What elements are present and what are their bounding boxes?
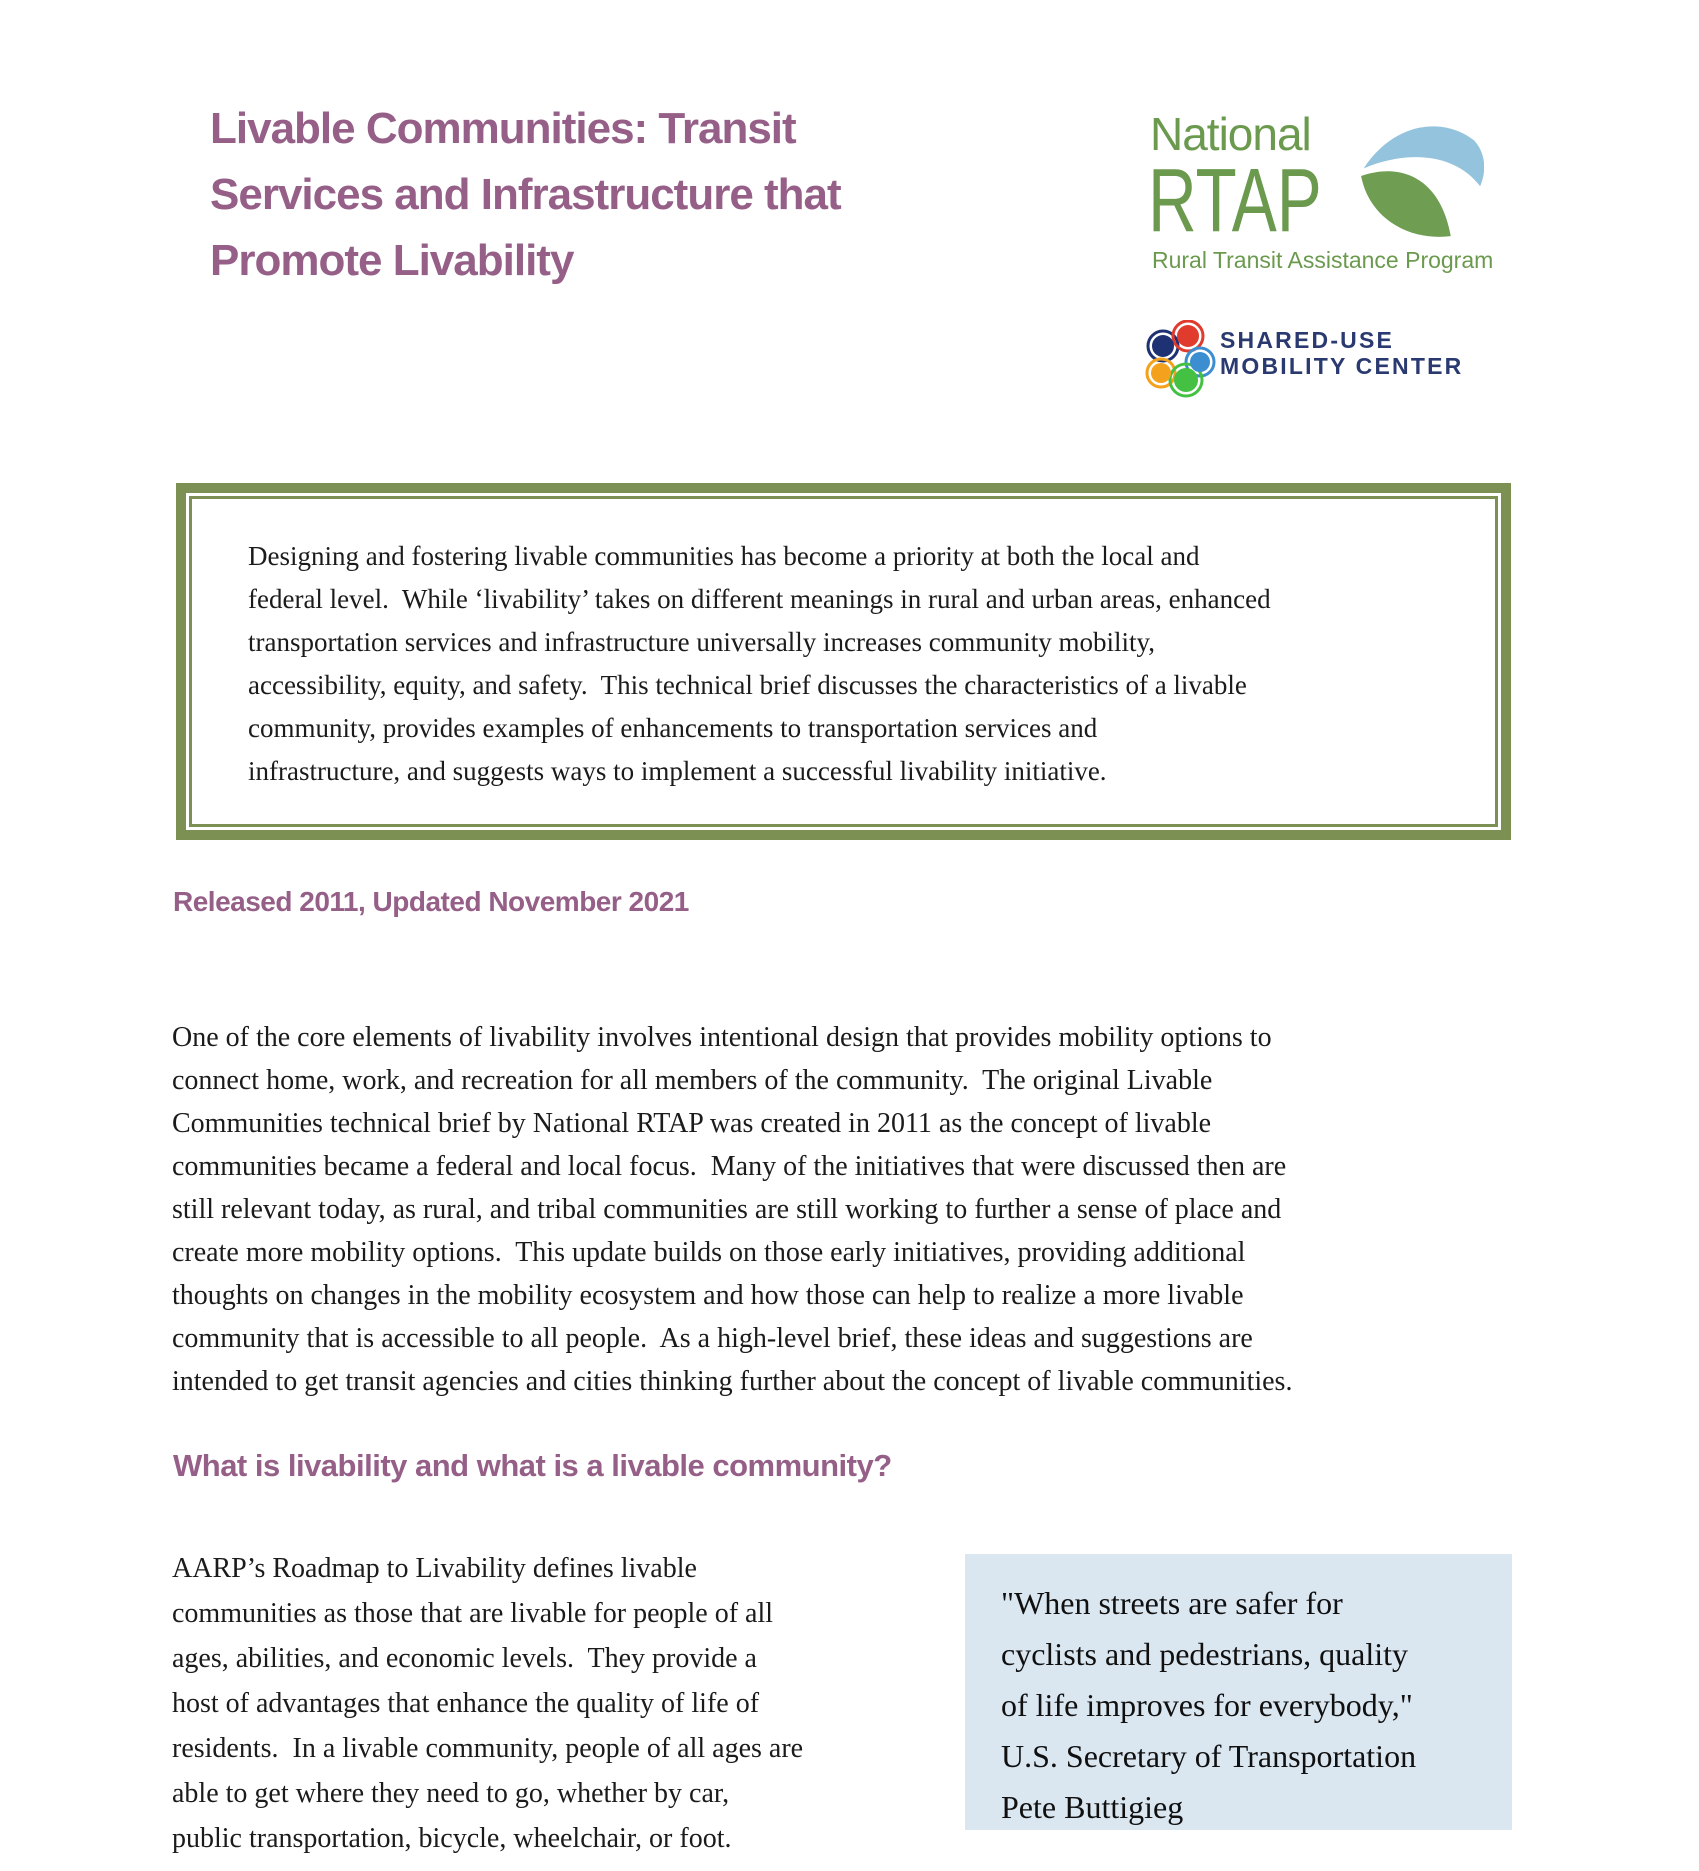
- page-title: Livable Communities: Transit Services and Infrastructure that Promote Livability: [210, 104, 841, 285]
- sumc-logo-line2: MOBILITY CENTER: [1220, 353, 1464, 379]
- intro-box-inner-border: [189, 496, 1498, 827]
- rtap-leaf-icon: [1356, 112, 1484, 245]
- quote-text: "When streets are safer for cyclists and pedestrians, quality of life improves for everybody," U.S. Secretary of Transportation Pete Buttigieg: [1001, 1585, 1417, 1825]
- livability-paragraph: AARP’s Roadmap to Livability defines livable communities as those that are livable for people of all ages, abilities, and economic levels. They provide a host of advantages that enhance the quality of life of residents. In a livable community, people of all ages are able to get where they need to go, whether by car, public transportation, bicycle, wheelchair, or foot.: [172, 1553, 804, 1854]
- sumc-logo-text: [1220, 327, 1463, 379]
- intro-framed-box: [176, 483, 1511, 840]
- sumc-circles-icon: [1144, 320, 1218, 405]
- rtap-logo-acronym: RTAP: [1148, 151, 1322, 251]
- intro-abstract-text: Designing and fostering livable communities has become a priority at both the local and federal level. While ‘livability’ takes on different meanings in rural and urban areas, enhanced transportation services and infrastructure universally increases community mobility, accessibility, equity, and safety. This technical brief discusses the characteristics of a livable community, provides examples of enhancements to transportation services and infrastructure, and suggests ways to implement a successful livability initiative.: [248, 541, 1271, 786]
- released-date-line: Released 2011, Updated November 2021: [173, 886, 689, 917]
- rtap-logo-name: National: [1150, 108, 1311, 160]
- body-paragraph: One of the core elements of livability involves intentional design that provides mobility options to connect home, work, and recreation for all members of the community. The original Livable Communities technical brief by National RTAP was created in 2011 as the concept of livable communities became a federal and local focus. Many of the initiatives that were discussed then are still relevant today, as rural, and tribal communities are still working to further a sense of place and create more mobility options. This update builds on those early initiatives, providing additional thoughts on changes in the mobility ecosystem and how those can help to realize a more livable community that is accessible to all people. As a high-level brief, these ideas and suggestions are intended to get transit agencies and cities thinking further about the concept of livable communities.: [172, 1022, 1293, 1397]
- quote-box: [965, 1554, 1512, 1830]
- rtap-logo-tagline: Rural Transit Assistance Program: [1152, 247, 1494, 273]
- section-heading: What is livability and what is a livable community?: [173, 1448, 892, 1483]
- sumc-logo-line1: SHARED-USE: [1220, 327, 1395, 353]
